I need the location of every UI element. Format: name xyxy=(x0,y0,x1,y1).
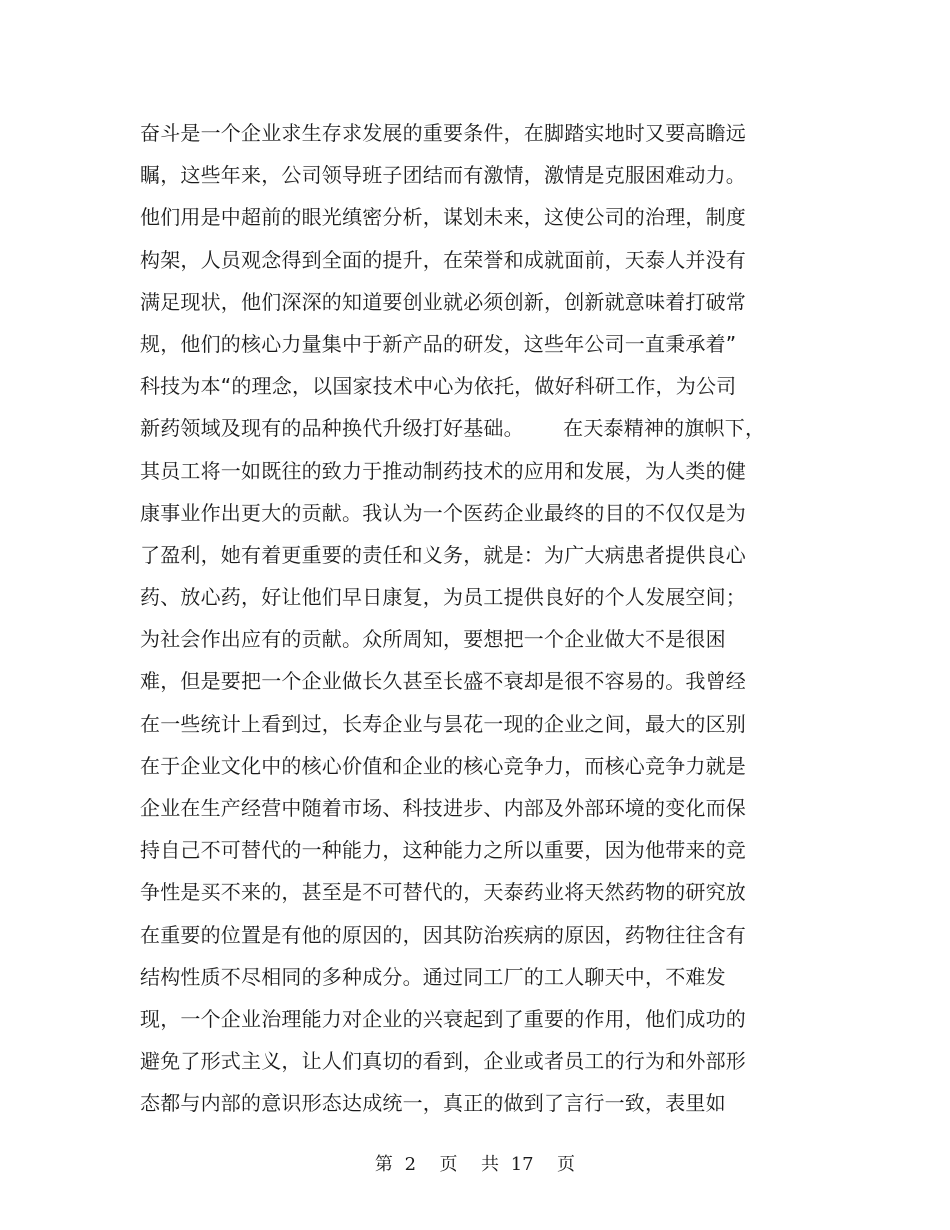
text-line: 科技为本“的理念，以国家技术中心为依托，做好科研工作，为公司 xyxy=(140,374,737,399)
text-line: 持自己不可替代的一种能力，这种能力之所以重要，因为他带来的竞 xyxy=(140,838,746,863)
text-line: 企业在生产经营中随着市场、科技进步、内部及外部环境的变化而保 xyxy=(140,796,746,820)
text-line: 避免了形式主义，让人们真切的看到，企业或者员工的行为和外部形 xyxy=(140,1049,746,1074)
text-line: 现，一个企业治理能力对企业的兴衰起到了重要的作用，他们成功的 xyxy=(140,1006,746,1031)
text-line: 构架，人员观念得到全面的提升，在荣誉和成就面前，天泰人并没有 xyxy=(140,247,746,272)
page-number-footer: 第 2 页 共 17 页 xyxy=(374,1154,576,1175)
text-line: 新药领域及现有的品种换代升级打好基础。 在天泰精神的旗帜下， xyxy=(140,416,766,441)
text-line: 其员工将一如既往的致力于推动制药技术的应用和发展，为人类的健 xyxy=(140,458,746,483)
text-line: 为社会作出应有的贡献。众所周知，要想把一个企业做大不是很困 xyxy=(140,627,726,652)
text-line: 满足现状，他们深深的知道要创业就必须创新，创新就意味着打破常 xyxy=(140,289,746,314)
text-line: 了盈利，她有着更重要的责任和义务，就是：为广大病患者提供良心 xyxy=(140,542,746,567)
text-line: 瞩，这些年来，公司领导班子团结而有激情，激情是克服困难动力。 xyxy=(140,163,746,188)
text-line: 结构性质不尽相同的多种成分。通过同工厂的工人聊天中，不难发 xyxy=(140,964,726,989)
text-line: 奋斗是一个企业求生存求发展的重要条件，在脚踏实地时又要高瞻远 xyxy=(140,121,746,145)
body-text xyxy=(140,112,780,1125)
text-line: 在于企业文化中的核心价值和企业的核心竞争力，而核心竞争力就是 xyxy=(140,753,746,778)
text-line: 争性是买不来的，甚至是不可替代的，天泰药业将天然药物的研究放 xyxy=(140,880,746,905)
text-line: 康事业作出更大的贡献。我认为一个医药企业最终的目的不仅仅是为 xyxy=(140,500,746,525)
text-line: 在重要的位置是有他的原因的，因其防治疾病的原因，药物往往含有 xyxy=(140,922,746,947)
text-line: 在一些统计上看到过，长寿企业与昙花一现的企业之间，最大的区别 xyxy=(140,711,746,736)
text-line: 规，他们的核心力量集中于新产品的研发，这些年公司一直秉承着” xyxy=(140,331,737,356)
text-line: 他们用是中超前的眼光缜密分析，谋划未来，这使公司的治理，制度 xyxy=(140,205,746,230)
text-line: 态都与内部的意识形态达成统一，真正的做到了言行一致，表里如 xyxy=(140,1091,726,1116)
text-line: 难，但是要把一个企业做长久甚至长盛不衰却是很不容易的。我曾经 xyxy=(140,669,746,694)
text-line: 药、放心药，好让他们早日康复，为员工提供良好的个人发展空间； xyxy=(140,585,746,610)
